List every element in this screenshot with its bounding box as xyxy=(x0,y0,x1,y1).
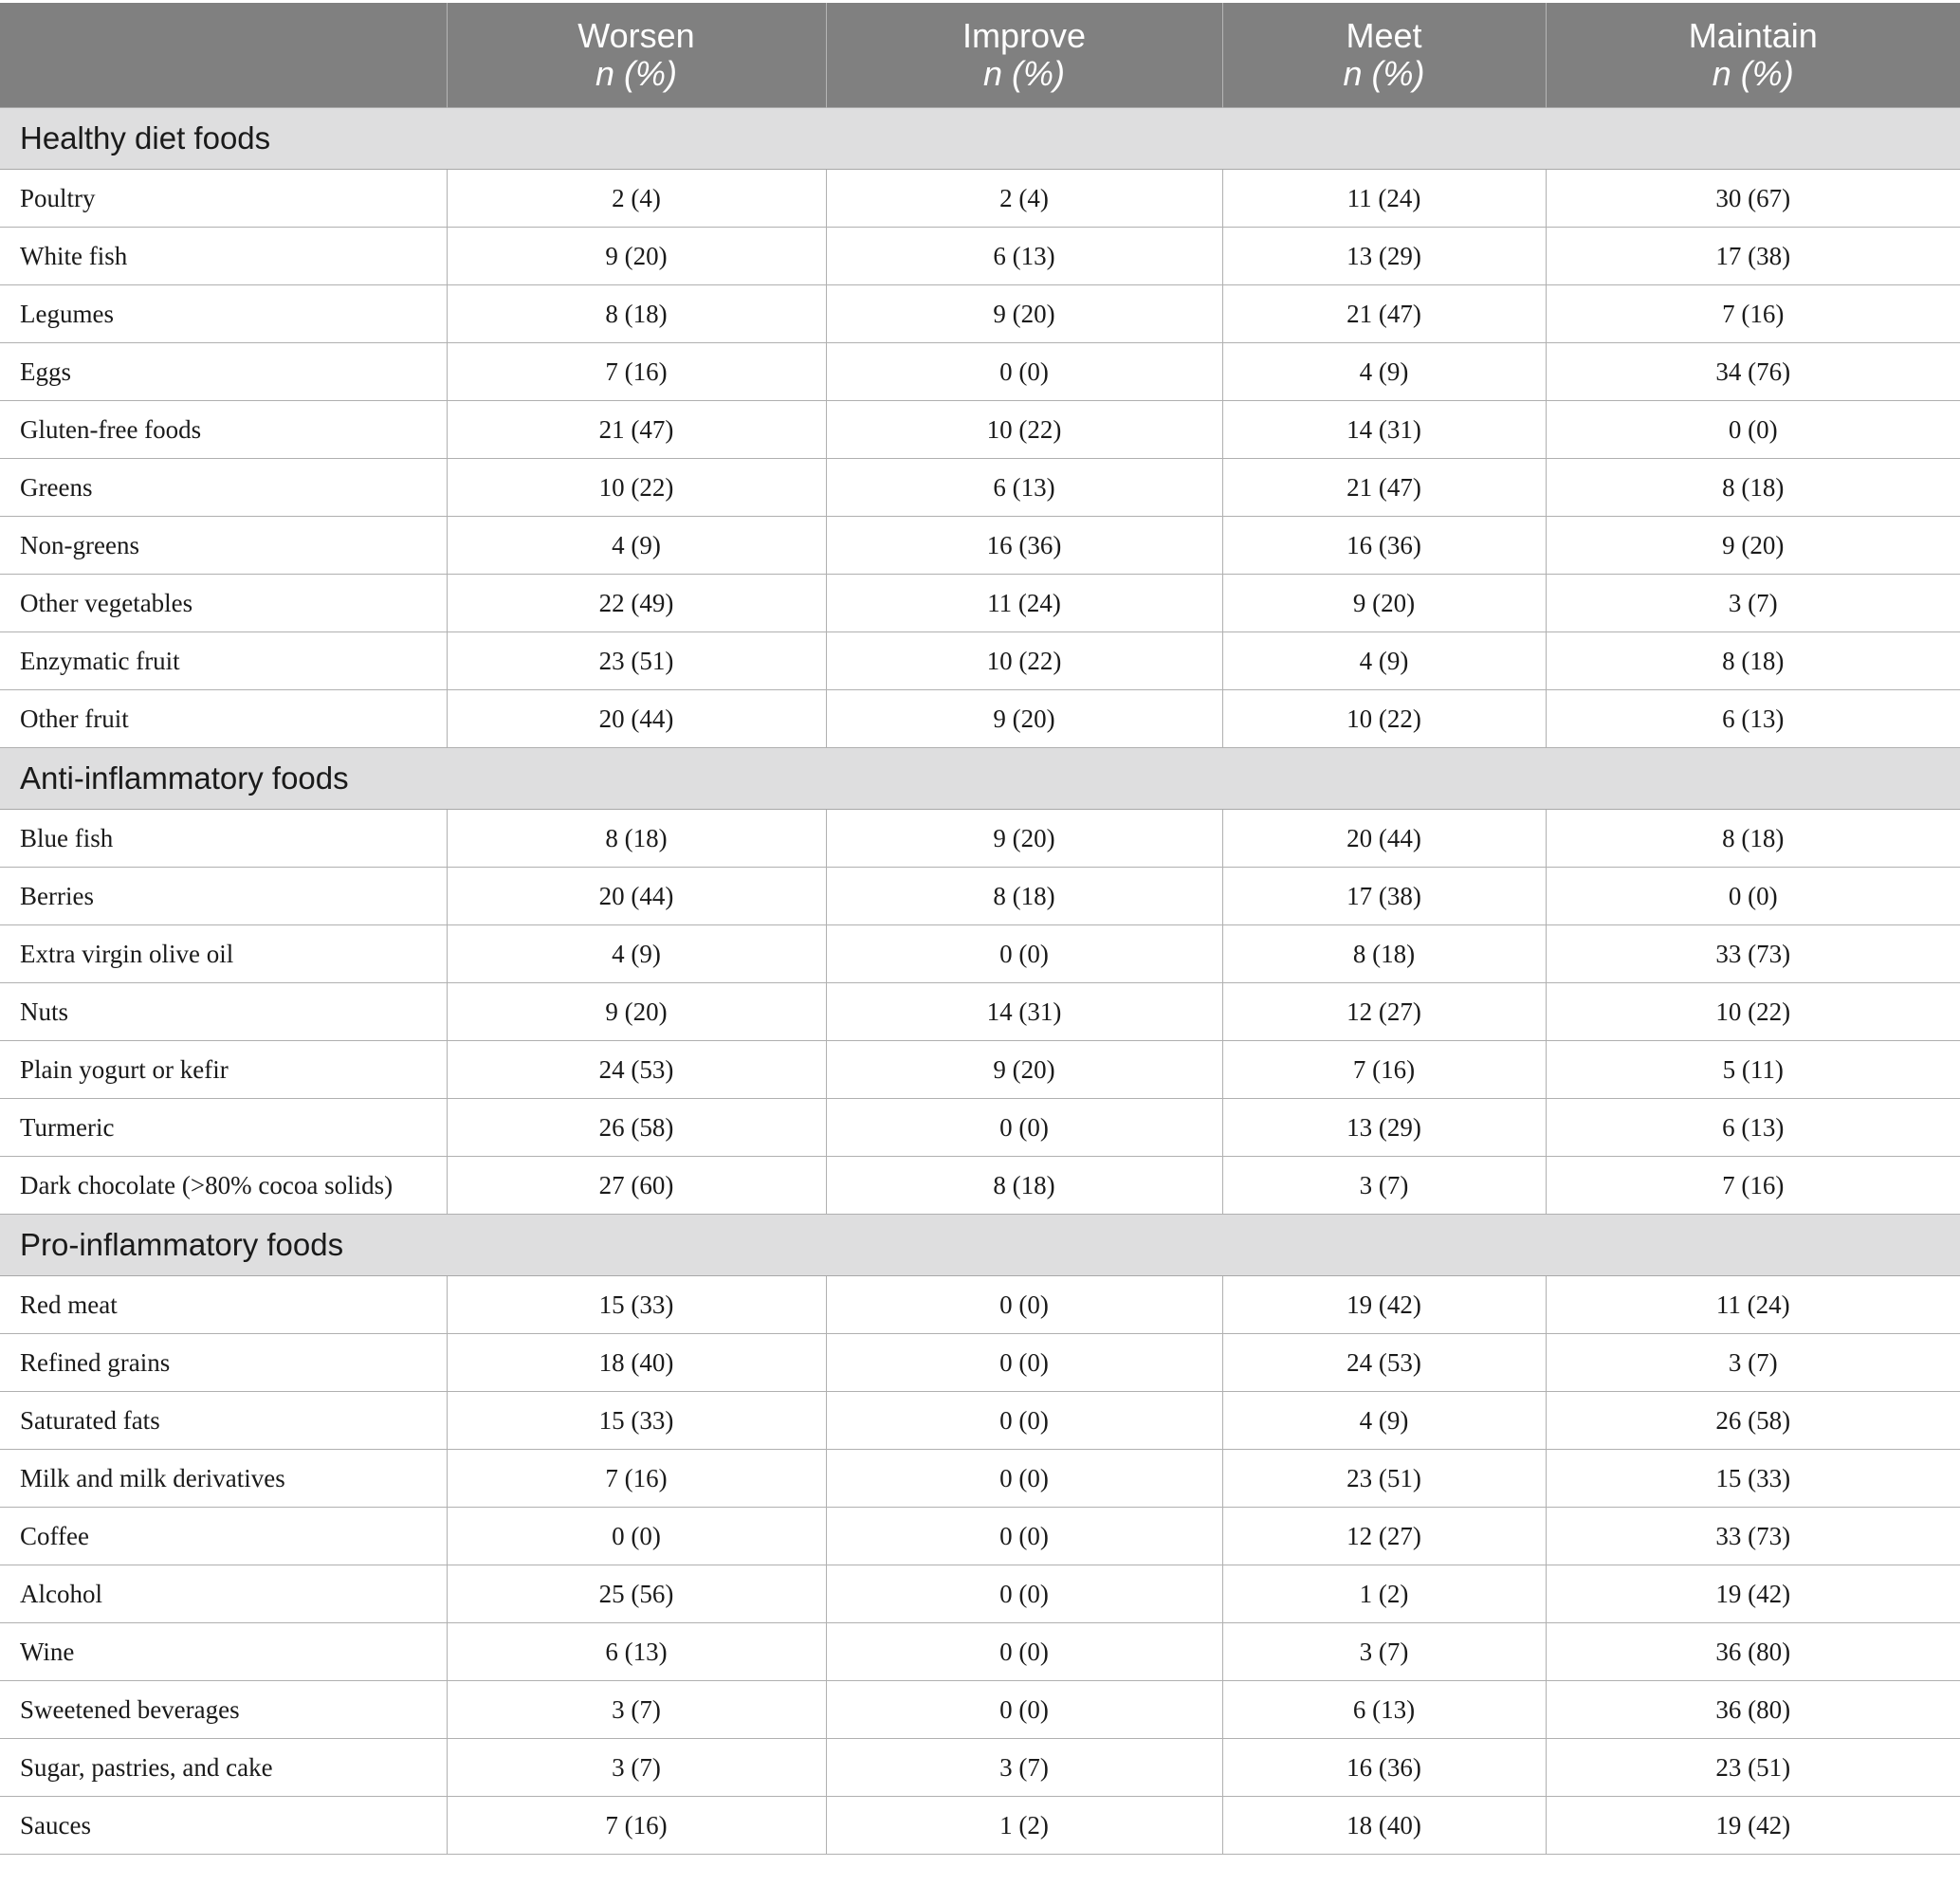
table-row xyxy=(0,1565,1960,1623)
improve-cell: 10 (22) xyxy=(826,401,1222,459)
meet-cell: 12 (27) xyxy=(1222,983,1546,1041)
food-change-table xyxy=(0,3,1960,1855)
maintain-cell: 3 (7) xyxy=(1546,1334,1960,1392)
worsen-cell: 23 (51) xyxy=(447,632,826,690)
header-worsen: Worsen n (%) xyxy=(447,3,826,108)
worsen-cell: 9 (20) xyxy=(447,983,826,1041)
maintain-cell: 33 (73) xyxy=(1546,1508,1960,1565)
food-cell: Sauces xyxy=(0,1797,447,1855)
table-row xyxy=(0,1623,1960,1681)
table-row xyxy=(0,575,1960,632)
section-header-row xyxy=(0,108,1960,170)
table-row xyxy=(0,228,1960,285)
table-row xyxy=(0,459,1960,517)
worsen-cell: 7 (16) xyxy=(447,1450,826,1508)
food-cell: Refined grains xyxy=(0,1334,447,1392)
maintain-cell: 8 (18) xyxy=(1546,459,1960,517)
worsen-cell: 8 (18) xyxy=(447,285,826,343)
table-row xyxy=(0,632,1960,690)
food-cell: Sugar, pastries, and cake xyxy=(0,1739,447,1797)
section-title: Healthy diet foods xyxy=(0,108,1960,170)
meet-cell: 13 (29) xyxy=(1222,1099,1546,1157)
improve-cell: 0 (0) xyxy=(826,1392,1222,1450)
meet-cell: 18 (40) xyxy=(1222,1797,1546,1855)
worsen-cell: 15 (33) xyxy=(447,1276,826,1334)
food-cell: Other vegetables xyxy=(0,575,447,632)
food-cell: Alcohol xyxy=(0,1565,447,1623)
table-row xyxy=(0,401,1960,459)
improve-cell: 3 (7) xyxy=(826,1739,1222,1797)
worsen-cell: 25 (56) xyxy=(447,1565,826,1623)
meet-cell: 23 (51) xyxy=(1222,1450,1546,1508)
maintain-cell: 11 (24) xyxy=(1546,1276,1960,1334)
maintain-cell: 23 (51) xyxy=(1546,1739,1960,1797)
worsen-cell: 20 (44) xyxy=(447,690,826,748)
improve-cell: 0 (0) xyxy=(826,1623,1222,1681)
worsen-cell: 4 (9) xyxy=(447,517,826,575)
maintain-cell: 19 (42) xyxy=(1546,1565,1960,1623)
improve-cell: 6 (13) xyxy=(826,228,1222,285)
food-cell: Poultry xyxy=(0,170,447,228)
maintain-cell: 30 (67) xyxy=(1546,170,1960,228)
table-row xyxy=(0,1099,1960,1157)
section-header-row xyxy=(0,748,1960,810)
worsen-cell: 21 (47) xyxy=(447,401,826,459)
table-row xyxy=(0,1157,1960,1215)
food-cell: Extra virgin olive oil xyxy=(0,925,447,983)
maintain-cell: 6 (13) xyxy=(1546,1099,1960,1157)
improve-cell: 6 (13) xyxy=(826,459,1222,517)
worsen-cell: 7 (16) xyxy=(447,343,826,401)
section-header-row xyxy=(0,1215,1960,1276)
improve-cell: 16 (36) xyxy=(826,517,1222,575)
table-row xyxy=(0,1508,1960,1565)
improve-cell: 0 (0) xyxy=(826,1565,1222,1623)
maintain-cell: 9 (20) xyxy=(1546,517,1960,575)
food-cell: Blue fish xyxy=(0,810,447,868)
table-row xyxy=(0,1334,1960,1392)
header-meet: Meet n (%) xyxy=(1222,3,1546,108)
meet-cell: 3 (7) xyxy=(1222,1157,1546,1215)
improve-cell: 10 (22) xyxy=(826,632,1222,690)
food-cell: Enzymatic fruit xyxy=(0,632,447,690)
meet-cell: 6 (13) xyxy=(1222,1681,1546,1739)
improve-cell: 1 (2) xyxy=(826,1797,1222,1855)
improve-cell: 0 (0) xyxy=(826,1681,1222,1739)
food-cell: Berries xyxy=(0,868,447,925)
worsen-cell: 0 (0) xyxy=(447,1508,826,1565)
table-row xyxy=(0,868,1960,925)
improve-cell: 0 (0) xyxy=(826,1099,1222,1157)
improve-cell: 14 (31) xyxy=(826,983,1222,1041)
improve-cell: 8 (18) xyxy=(826,1157,1222,1215)
worsen-cell: 3 (7) xyxy=(447,1681,826,1739)
improve-cell: 9 (20) xyxy=(826,285,1222,343)
meet-cell: 21 (47) xyxy=(1222,459,1546,517)
maintain-cell: 19 (42) xyxy=(1546,1797,1960,1855)
header-maintain: Maintain n (%) xyxy=(1546,3,1960,108)
header-row xyxy=(0,3,1960,108)
meet-cell: 4 (9) xyxy=(1222,343,1546,401)
meet-cell: 24 (53) xyxy=(1222,1334,1546,1392)
table-row xyxy=(0,1041,1960,1099)
food-cell: Eggs xyxy=(0,343,447,401)
improve-cell: 0 (0) xyxy=(826,1276,1222,1334)
food-cell: Wine xyxy=(0,1623,447,1681)
meet-cell: 11 (24) xyxy=(1222,170,1546,228)
table-row xyxy=(0,285,1960,343)
section-title: Anti-inflammatory foods xyxy=(0,748,1960,810)
food-cell: Red meat xyxy=(0,1276,447,1334)
worsen-cell: 26 (58) xyxy=(447,1099,826,1157)
worsen-cell: 20 (44) xyxy=(447,868,826,925)
improve-cell: 11 (24) xyxy=(826,575,1222,632)
maintain-cell: 6 (13) xyxy=(1546,690,1960,748)
improve-cell: 0 (0) xyxy=(826,1334,1222,1392)
table-row xyxy=(0,1392,1960,1450)
maintain-cell: 7 (16) xyxy=(1546,285,1960,343)
table-row xyxy=(0,1739,1960,1797)
meet-cell: 1 (2) xyxy=(1222,1565,1546,1623)
maintain-cell: 8 (18) xyxy=(1546,632,1960,690)
maintain-cell: 3 (7) xyxy=(1546,575,1960,632)
meet-cell: 20 (44) xyxy=(1222,810,1546,868)
maintain-cell: 10 (22) xyxy=(1546,983,1960,1041)
header-improve: Improve n (%) xyxy=(826,3,1222,108)
improve-cell: 0 (0) xyxy=(826,1450,1222,1508)
food-cell: Sweetened beverages xyxy=(0,1681,447,1739)
worsen-cell: 10 (22) xyxy=(447,459,826,517)
table-row xyxy=(0,170,1960,228)
food-cell: Plain yogurt or kefir xyxy=(0,1041,447,1099)
meet-cell: 4 (9) xyxy=(1222,1392,1546,1450)
food-cell: Dark chocolate (>80% cocoa solids) xyxy=(0,1157,447,1215)
table-row xyxy=(0,1681,1960,1739)
meet-cell: 4 (9) xyxy=(1222,632,1546,690)
table-row xyxy=(0,1797,1960,1855)
food-cell: Turmeric xyxy=(0,1099,447,1157)
maintain-cell: 33 (73) xyxy=(1546,925,1960,983)
maintain-cell: 26 (58) xyxy=(1546,1392,1960,1450)
worsen-cell: 8 (18) xyxy=(447,810,826,868)
food-cell: Gluten-free foods xyxy=(0,401,447,459)
section-title: Pro-inflammatory foods xyxy=(0,1215,1960,1276)
worsen-cell: 6 (13) xyxy=(447,1623,826,1681)
table-row xyxy=(0,690,1960,748)
meet-cell: 9 (20) xyxy=(1222,575,1546,632)
food-cell: Saturated fats xyxy=(0,1392,447,1450)
table-row xyxy=(0,983,1960,1041)
worsen-cell: 9 (20) xyxy=(447,228,826,285)
maintain-cell: 15 (33) xyxy=(1546,1450,1960,1508)
worsen-cell: 18 (40) xyxy=(447,1334,826,1392)
table-row xyxy=(0,1450,1960,1508)
improve-cell: 8 (18) xyxy=(826,868,1222,925)
improve-cell: 9 (20) xyxy=(826,810,1222,868)
maintain-cell: 36 (80) xyxy=(1546,1681,1960,1739)
improve-cell: 0 (0) xyxy=(826,1508,1222,1565)
improve-cell: 0 (0) xyxy=(826,925,1222,983)
maintain-cell: 8 (18) xyxy=(1546,810,1960,868)
table-row xyxy=(0,517,1960,575)
improve-cell: 0 (0) xyxy=(826,343,1222,401)
meet-cell: 10 (22) xyxy=(1222,690,1546,748)
maintain-cell: 5 (11) xyxy=(1546,1041,1960,1099)
meet-cell: 14 (31) xyxy=(1222,401,1546,459)
maintain-cell: 0 (0) xyxy=(1546,401,1960,459)
improve-cell: 9 (20) xyxy=(826,690,1222,748)
table-row xyxy=(0,810,1960,868)
meet-cell: 8 (18) xyxy=(1222,925,1546,983)
worsen-cell: 4 (9) xyxy=(447,925,826,983)
worsen-cell: 15 (33) xyxy=(447,1392,826,1450)
meet-cell: 12 (27) xyxy=(1222,1508,1546,1565)
worsen-cell: 2 (4) xyxy=(447,170,826,228)
meet-cell: 17 (38) xyxy=(1222,868,1546,925)
food-cell: White fish xyxy=(0,228,447,285)
meet-cell: 16 (36) xyxy=(1222,1739,1546,1797)
food-cell: Coffee xyxy=(0,1508,447,1565)
meet-cell: 16 (36) xyxy=(1222,517,1546,575)
food-cell: Non-greens xyxy=(0,517,447,575)
maintain-cell: 0 (0) xyxy=(1546,868,1960,925)
meet-cell: 19 (42) xyxy=(1222,1276,1546,1334)
worsen-cell: 22 (49) xyxy=(447,575,826,632)
food-cell: Other fruit xyxy=(0,690,447,748)
maintain-cell: 36 (80) xyxy=(1546,1623,1960,1681)
food-cell: Greens xyxy=(0,459,447,517)
table-row xyxy=(0,925,1960,983)
maintain-cell: 17 (38) xyxy=(1546,228,1960,285)
worsen-cell: 27 (60) xyxy=(447,1157,826,1215)
meet-cell: 13 (29) xyxy=(1222,228,1546,285)
food-cell: Legumes xyxy=(0,285,447,343)
maintain-cell: 7 (16) xyxy=(1546,1157,1960,1215)
worsen-cell: 24 (53) xyxy=(447,1041,826,1099)
food-cell: Nuts xyxy=(0,983,447,1041)
table-row xyxy=(0,1276,1960,1334)
table-row xyxy=(0,343,1960,401)
food-cell: Milk and milk derivatives xyxy=(0,1450,447,1508)
meet-cell: 3 (7) xyxy=(1222,1623,1546,1681)
header-food xyxy=(0,3,447,108)
improve-cell: 9 (20) xyxy=(826,1041,1222,1099)
meet-cell: 21 (47) xyxy=(1222,285,1546,343)
maintain-cell: 34 (76) xyxy=(1546,343,1960,401)
meet-cell: 7 (16) xyxy=(1222,1041,1546,1099)
improve-cell: 2 (4) xyxy=(826,170,1222,228)
worsen-cell: 7 (16) xyxy=(447,1797,826,1855)
worsen-cell: 3 (7) xyxy=(447,1739,826,1797)
